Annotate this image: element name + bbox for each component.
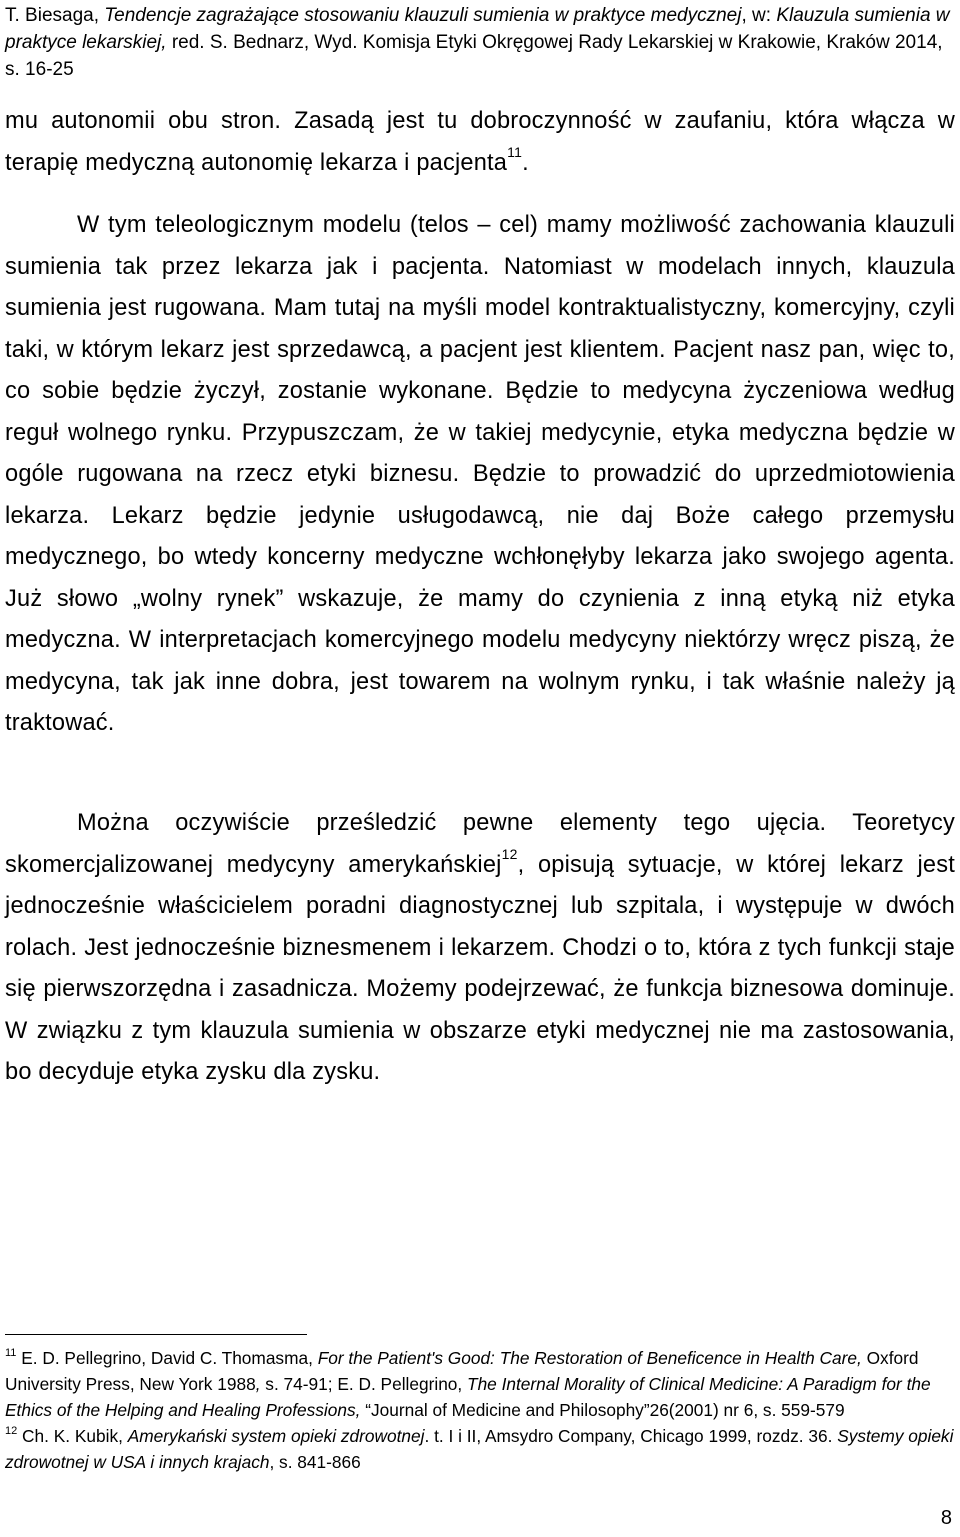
paragraph-3-text-before: Można oczywiście prześledzić pewne elementy tego ujęcia. Teoretycy skomercjalizowanej medycyny amerykańskiej [5,810,955,878]
paragraph-3 [5,803,955,1094]
footnote-text: . t. I i II, Amsydro Company, Chicago 1999, rozdz. 36. [424,1426,838,1446]
footnote-title: The Internal Morality of Clinical Medicine: A Paradigm for the Ethics of the Helping and Healing Professions, [5,1374,931,1420]
footnote-text: E. D. Pellegrino, David C. Thomasma, [16,1348,318,1368]
footnote-number: 12 [5,1425,18,1437]
header-book-title: Klauzula sumienia w praktyce lekarskiej, [5,5,950,53]
header-in: , w: [741,5,777,26]
header-publication: red. S. Bednarz, Wyd. Komisja Etyki Okręgowej Rady Lekarskiej w Krakowie, Kraków 2014, s. 16-25 [5,32,943,80]
paragraph-2-text: W tym teleologicznym modelu (telos – cel) mamy możliwość zachowania klauzuli sumienia tak przez lekarza jak i pacjenta. Natomiast w modelach innych, klauzula sumienia jest rugowana. Mam tutaj na myśli model kontraktualistyczny, komercyjny, czyli taki, w którym lekarz jest sprzedawcą, a pacjent jest klientem. Pacjent nasz pan, więc to, co sobie będzie życzył, zostanie wykonane. Będzie to medycyna życzeniowa według reguł wolnego rynku. Przypuszczam, że w takiej medycynie, etyka medyczna będzie w ogóle rugowana na rzecz etyki biznesu. Będzie to prowadzić do uprzedmiotowienia lekarza. Lekarz będzie jedynie usługodawcą, nie daj Boże całego przemysłu medycznego, bo wtedy koncerny medyczne wchłonęłyby lekarza jako swojego agenta. Już słowo „wolny rynek” wskazuje, że mamy do czynienia z inną etyką niż etyka medyczna. W interpretacjach komercyjnego modelu medycyny niektórzy wręcz piszą, że medycyna, tak jak inne dobra, jest towarem na wolnym rynku, i tak właśnie należy ją traktować. [5,212,955,736]
footnote-ref-11[interactable]: 11 [507,143,523,160]
footnote-text: Oxford University Press, New York 1988 [5,1348,919,1394]
paragraph-3-text-after: , opisują sytuacje, w której lekarz jest jednocześnie właścicielem poradni diagnostycznej lub szpitala, i występuje w dwóch rolach. Jest jednocześnie biznesmenem i lekarzem. Chodzi o to, która z tych funkcji staje się pierwszorzędna i zasadnicza. Możemy podejrzewać, że funkcja biznesowa dominuje. W związku z tym klauzula sumienia w obszarze etyki medycznej nie ma zastosowania, bo decyduje etyka zysku dla zysku. [5,851,955,1085]
footnote-title: Amerykański system opieki zdrowotnej [127,1426,425,1446]
footnote-title: Systemy opieki zdrowotnej w USA i innych krajach [5,1426,954,1472]
paragraph-2 [5,205,955,745]
footnote-text: , s. 841-866 [269,1452,361,1472]
paragraph-1 [5,101,955,184]
footnote-number: 11 [5,1347,17,1359]
paragraph-1-end: . [522,149,529,176]
running-header [5,2,955,83]
page-number: 8 [940,1507,952,1529]
footnote-text: , [255,1374,261,1394]
paragraph-1-text: mu autonomii obu stron. Zasadą jest tu dobroczynność w zaufaniu, która włącza w terapię medyczną autonomię lekarza i pacjenta [5,108,955,176]
footnotes [5,1345,955,1475]
footnote-separator [5,1334,307,1335]
footnote-text: “Journal of Medicine and Philosophy”26(2001) nr 6, s. 559-579 [360,1400,845,1420]
footnote-12 [5,1423,955,1475]
footnote-title: For the Patient's Good: The Restoration of Beneficence in Health Care, [317,1348,862,1368]
footnote-11 [5,1345,955,1423]
header-article-title: Tendencje zagrażające stosowaniu klauzuli sumienia w praktyce medycznej [104,5,742,26]
header-author: T. Biesaga, [5,5,105,26]
footnote-ref-12[interactable]: 12 [501,845,518,862]
footnote-text: Ch. K. Kubik, [17,1426,128,1446]
footnote-text: s. 74-91; E. D. Pellegrino, [260,1374,468,1394]
